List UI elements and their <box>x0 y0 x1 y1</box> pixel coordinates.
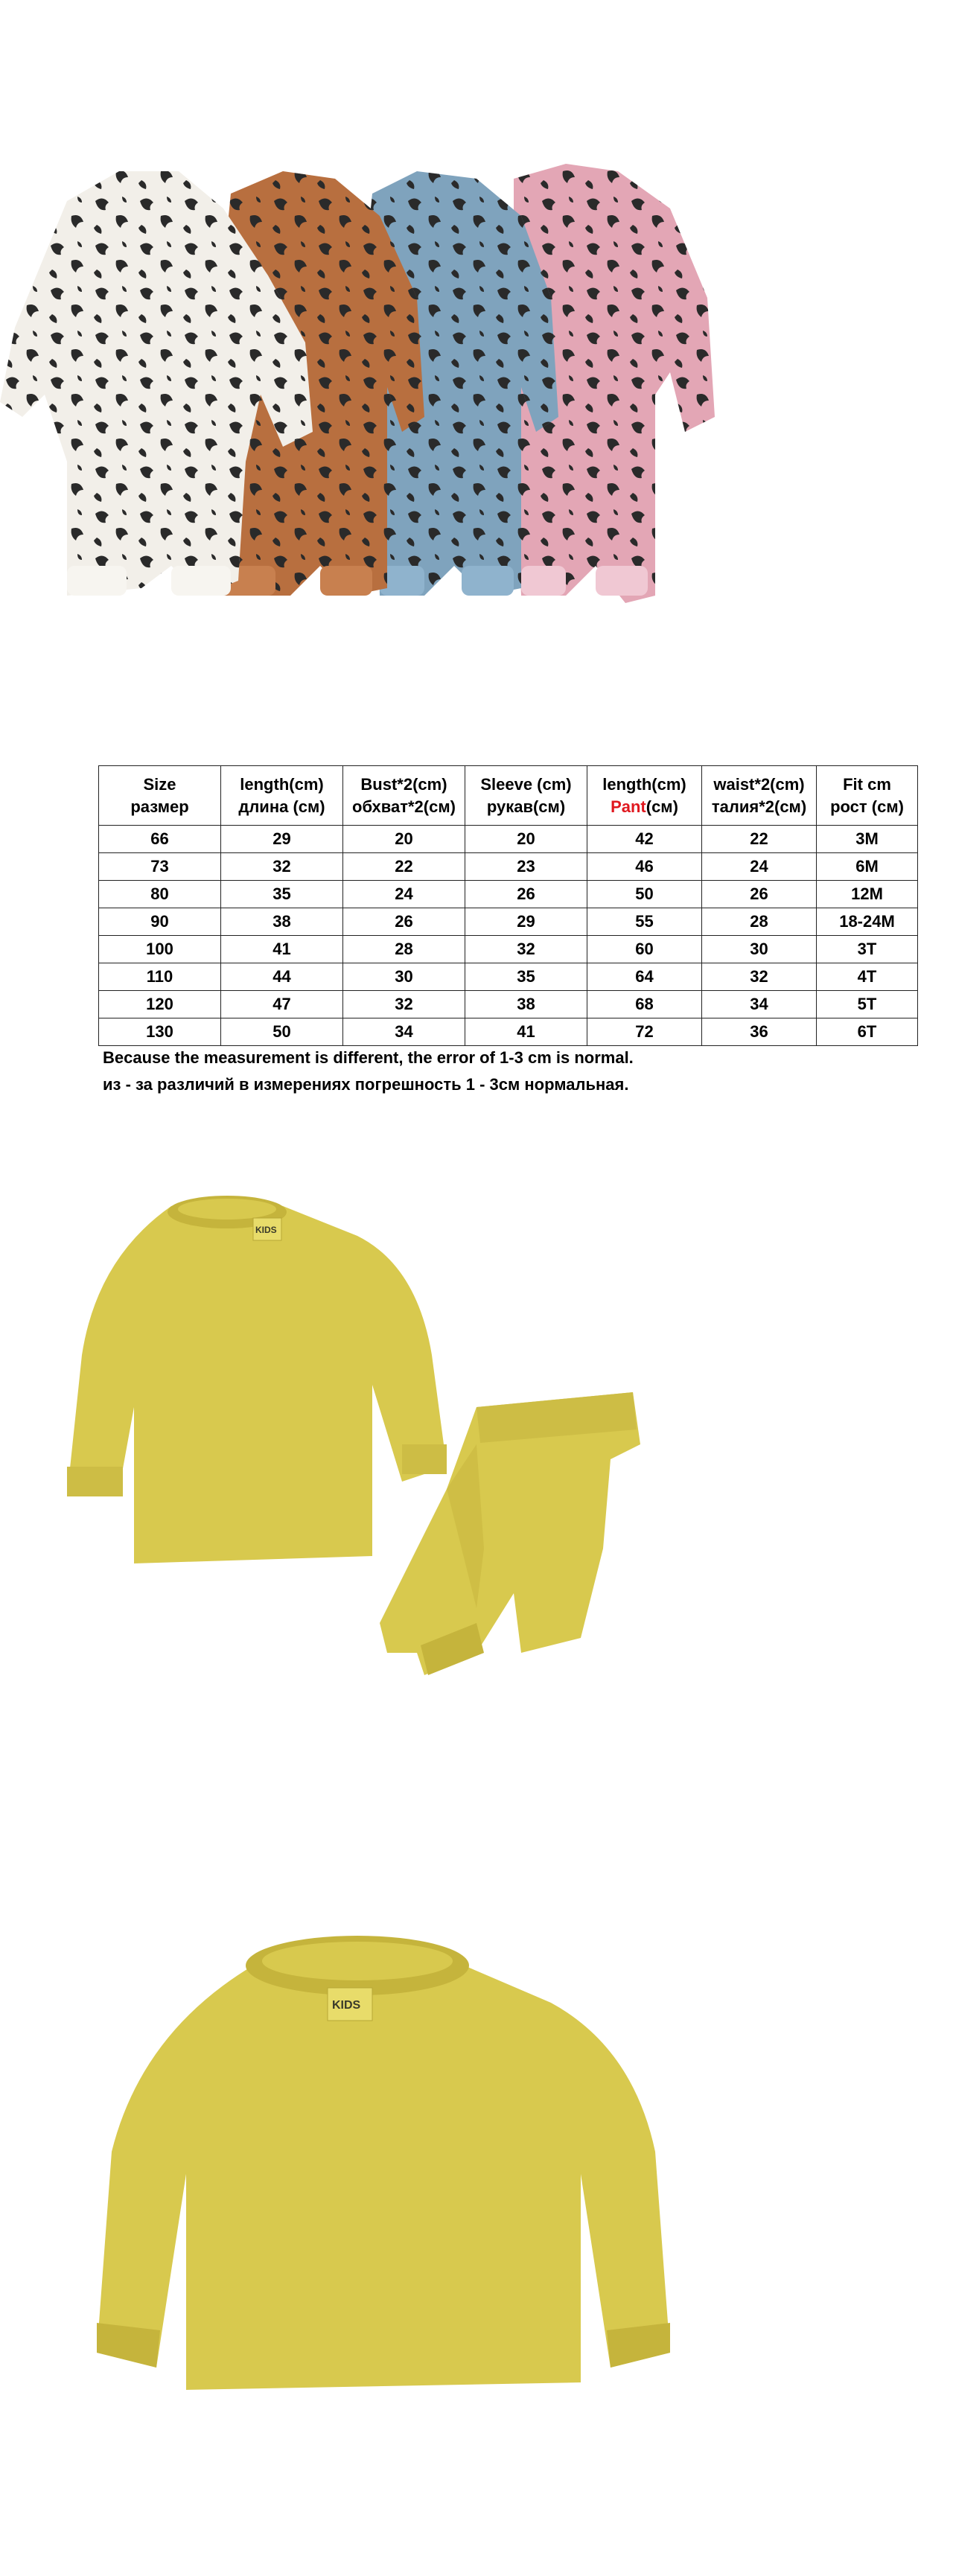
table-cell: 50 <box>221 1018 343 1046</box>
header-fit: Fit cm рост (см) <box>817 766 918 826</box>
table-cell: 120 <box>99 991 221 1018</box>
table-cell: 20 <box>465 826 587 853</box>
table-cell: 20 <box>343 826 465 853</box>
header-size: Size размер <box>99 766 221 826</box>
table-cell: 12M <box>817 881 918 908</box>
pant-highlight: Pant <box>611 797 646 816</box>
table-cell: 32 <box>465 936 587 963</box>
size-table <box>98 765 918 1046</box>
table-cell: 41 <box>221 936 343 963</box>
table-cell: 29 <box>221 826 343 853</box>
table-cell: 6T <box>817 1018 918 1046</box>
table-row <box>99 991 918 1018</box>
table-cell: 38 <box>221 908 343 936</box>
yellow-top-photo <box>0 1906 953 2427</box>
yellow-long-sleeve-top-icon <box>0 1906 953 2427</box>
header-pant-length: length(cm) Pant(см) <box>587 766 702 826</box>
table-row <box>99 908 918 936</box>
table-cell: 110 <box>99 963 221 991</box>
table-cell: 41 <box>465 1018 587 1046</box>
table-row <box>99 853 918 881</box>
table-cell: 4T <box>817 963 918 991</box>
table-cell: 3T <box>817 936 918 963</box>
header-waist: waist*2(cm) талия*2(см) <box>702 766 817 826</box>
table-cell: 18-24M <box>817 908 918 936</box>
measurement-note-ru: из - за различий в измерениях погрешность 1 - 3см нормальная. <box>103 1075 629 1094</box>
table-cell: 26 <box>343 908 465 936</box>
table-cell: 28 <box>343 936 465 963</box>
table-cell: 6M <box>817 853 918 881</box>
table-row <box>99 936 918 963</box>
yellow-pajama-set-icon <box>0 1161 953 1712</box>
kids-tag-large: KIDS <box>332 1999 361 2012</box>
header-top-length: length(cm) длина (см) <box>221 766 343 826</box>
table-cell: 32 <box>343 991 465 1018</box>
table-cell: 24 <box>343 881 465 908</box>
table-cell: 26 <box>702 881 817 908</box>
table-cell: 66 <box>99 826 221 853</box>
table-cell: 34 <box>702 991 817 1018</box>
table-cell: 130 <box>99 1018 221 1046</box>
table-cell: 90 <box>99 908 221 936</box>
table-row <box>99 881 918 908</box>
table-cell: 28 <box>702 908 817 936</box>
table-cell: 35 <box>221 881 343 908</box>
table-cell: 60 <box>587 936 702 963</box>
table-cell: 64 <box>587 963 702 991</box>
table-cell: 26 <box>465 881 587 908</box>
table-cell: 36 <box>702 1018 817 1046</box>
table-cell: 44 <box>221 963 343 991</box>
table-row <box>99 1018 918 1046</box>
header-sleeve: Sleeve (cm) рукав(см) <box>465 766 587 826</box>
table-cell: 46 <box>587 853 702 881</box>
yellow-set-photo <box>0 1161 953 1712</box>
table-cell: 34 <box>343 1018 465 1046</box>
table-cell: 55 <box>587 908 702 936</box>
table-cell: 22 <box>702 826 817 853</box>
table-row <box>99 826 918 853</box>
table-cell: 73 <box>99 853 221 881</box>
header-bust: Bust*2(cm) обхват*2(см) <box>343 766 465 826</box>
measurement-note-en: Because the measurement is different, the error of 1-3 cm is normal. <box>103 1048 634 1067</box>
leopard-sets-photo <box>0 149 953 625</box>
table-cell: 30 <box>702 936 817 963</box>
size-chart <box>98 765 917 1046</box>
table-cell: 3M <box>817 826 918 853</box>
table-cell: 68 <box>587 991 702 1018</box>
table-row <box>99 963 918 991</box>
table-cell: 32 <box>221 853 343 881</box>
table-cell: 22 <box>343 853 465 881</box>
table-cell: 24 <box>702 853 817 881</box>
table-cell: 100 <box>99 936 221 963</box>
table-cell: 30 <box>343 963 465 991</box>
table-cell: 47 <box>221 991 343 1018</box>
table-cell: 80 <box>99 881 221 908</box>
size-table-header <box>99 766 918 826</box>
table-cell: 38 <box>465 991 587 1018</box>
table-cell: 23 <box>465 853 587 881</box>
table-cell: 42 <box>587 826 702 853</box>
table-cell: 5T <box>817 991 918 1018</box>
table-cell: 35 <box>465 963 587 991</box>
table-cell: 50 <box>587 881 702 908</box>
kids-tag: KIDS <box>255 1225 277 1235</box>
table-cell: 72 <box>587 1018 702 1046</box>
table-cell: 32 <box>702 963 817 991</box>
table-cell: 29 <box>465 908 587 936</box>
leopard-print-pajama-sets-icon <box>0 149 953 625</box>
